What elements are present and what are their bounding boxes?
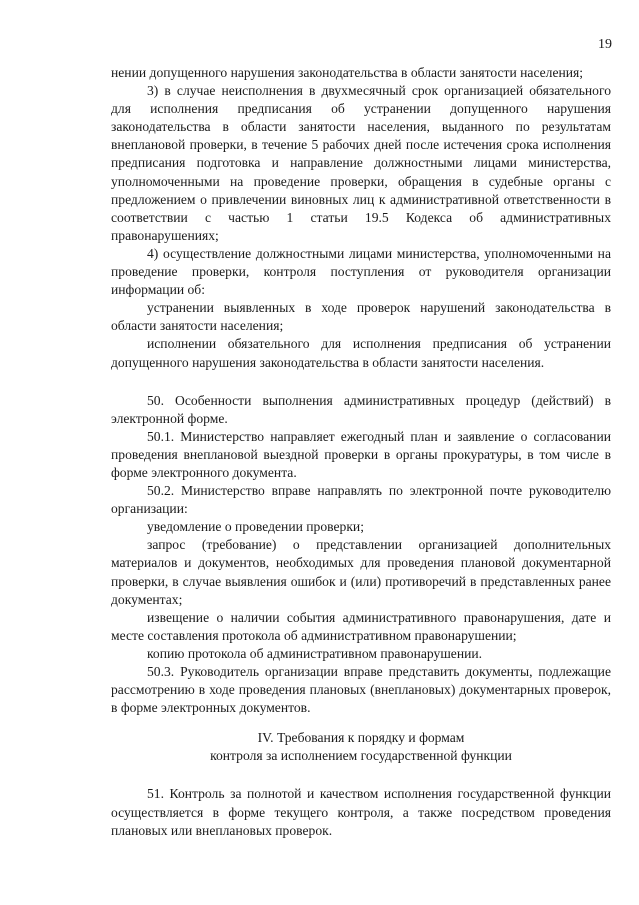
spacer xyxy=(111,717,611,729)
section-heading-line2: контроля за исполнением государственной функции xyxy=(210,748,512,764)
paragraph: нении допущенного нарушения законодательства в области занятости населения; xyxy=(111,65,584,80)
paragraph: 51. Контроль за полнотой и качеством исполнения государственной функции осуществляется в форме текущего контроля, а также посредством проведения плановых или внеплановых проверок. xyxy=(111,786,611,838)
paragraph: извещение о наличии события административного правонарушения, дате и месте составления протокола об административном правонарушении; xyxy=(111,609,611,643)
paragraph: 50. Особенности выполнения административных процедур (действий) в электронной форме. xyxy=(111,392,611,426)
page-number: 19 xyxy=(598,37,612,52)
paragraph: исполнении обязательного для исполнения предписания об устранении допущенного нарушения законодательства в области занятости населения. xyxy=(111,336,611,370)
paragraph: копию протокола об административном правонарушении. xyxy=(147,645,483,661)
paragraph: 4) осуществление должностными лицами министерства, уполномоченными на проведение проверки, контроля поступления от руководителя организации информации об: xyxy=(111,245,611,298)
document-body xyxy=(111,64,611,840)
paragraph: 50.3. Руководитель организации вправе представить документы, подлежащие рассмотрению в ходе проведения плановых (внеплановых) документарных проверок, в форме электронных документов. xyxy=(111,664,611,716)
paragraph: запрос (требование) о представлении организацией дополнительных материалов и документов, необходимых для проведения плановой документарной проверки, в случае выявления ошибок и (или) противоречий в представленных ранее документах; xyxy=(111,537,611,607)
paragraph: 3) в случае неисполнения в двухмесячный срок организацией обязательного для исполнения предписания об устранении допущенного нарушения законодательства в области занятости населения, выданного по результатам внеплановой проверки, в течение 5 рабочих дней после истечения срока исполнения предписания подготовка и направление должностными лицами министерства, уполномоченными на проведение проверки, обращения в судебные органы с предложением о привлечении виновных лиц к административной ответственности в соответствии с частью 1 статьи 19.5 Кодекса об административных правонарушениях; xyxy=(111,83,611,243)
paragraph: 50.2. Министерство вправе направлять по электронной почте руководителю организации: xyxy=(111,483,611,517)
paragraph: уведомление о проведении проверки; xyxy=(147,519,364,535)
section-heading-line1: IV. Требования к порядку и формам xyxy=(257,730,465,746)
spacer xyxy=(111,765,611,785)
spacer xyxy=(111,372,611,392)
paragraph: 50.1. Министерство направляет ежегодный план и заявление о согласовании проведения внеплановой выездной проверки в органы прокуратуры, в том числе в форме электронного документа. xyxy=(111,428,611,480)
paragraph: устранении выявленных в ходе проверок нарушений законодательства в области занятости населения; xyxy=(111,300,611,334)
